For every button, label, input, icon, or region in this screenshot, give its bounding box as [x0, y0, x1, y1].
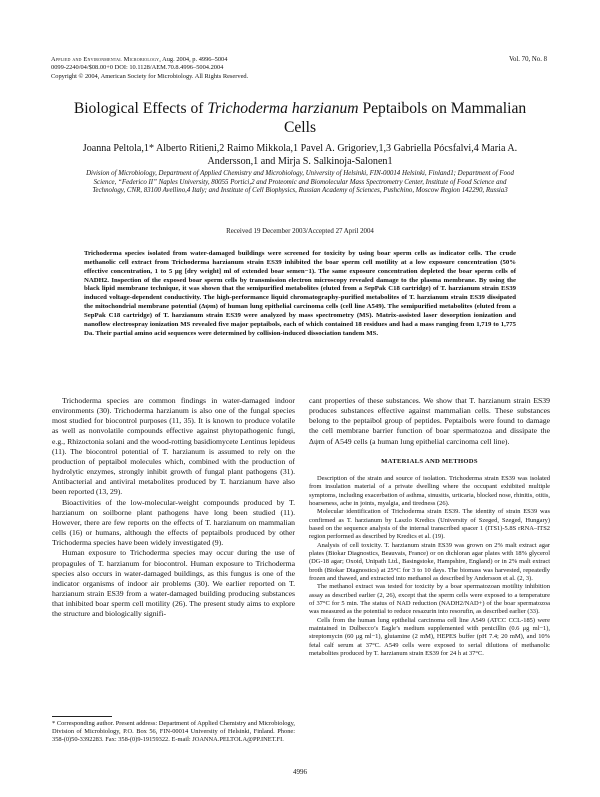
affiliations: Division of Microbiology, Department of Applied Chemistry and Microbiology, University of Helsinki, FIN-00014 Helsinki, Finland1; Department of Food Science, “Federico II” Naples University, 80055 Portici,2 and Proteomic and Biomolecular Mass Spectrometry Center, Institute of Food Science and Technology, CNR, 83100 Avellino,4 Italy; and Institute of Cell Biophysics, Russian Academy of Sciences, Pushchino, Moscow Region 142290, Russia3	[86, 170, 514, 195]
paragraph: The methanol extract was tested for toxicity by a boar spermatozoan motility inhibition assay as described earlier (2, 26), except that the sperm cells were exposed to a temperature of 37°C for 5 min. The status of NAD reduction (NADH2/NAD+) of the boar spermatozoa was measured as the potential to reduce resazurin into resorufin, as described earlier (33).	[309, 583, 550, 616]
section-heading: MATERIALS AND METHODS	[381, 457, 478, 465]
article-title: Biological Effects of Trichoderma harzianum Peptaibols on Mammalian Cells	[73, 100, 527, 136]
methods-text	[309, 475, 550, 659]
journal-name: Applied and Environmental Microbiology	[51, 56, 160, 63]
paragraph: Molecular identification of Trichoderma strain ES39. The identity of strain ES39 was confirmed as T. harzianum by Laszlo Kredics (University of Szeged, Szeged, Hungary) based on the sequence analysis of the internal transcribed spacer 1 (ITS1)-5.8S rRNA–ITS2 region performed as described by Kredics et al. (19).	[309, 508, 550, 541]
left-column	[52, 396, 295, 619]
right-column	[309, 396, 550, 659]
paragraph: Trichoderma species are common findings in water-damaged indoor environments (30). Trichoderma harzianum is also one of the fungal species most studied for biocontrol purposes (11, 35). It is known to produce volatile as well as nonvolatile compounds effective against phytopathogenic fungi, e.g., Rhizoctonia solani and the wood-rotting basidiomycete Lentinus lepideus (11). The biocontrol potential of T. harzianum is assumed to rely on the production of peptaibol molecules which, combined with the production of hydrolytic enzymes, strongly inhibit growth of fungal plant pathogens (31). Antibacterial and antiviral metabolites produced by T. harzianum have also been reported (13, 29).	[52, 396, 295, 497]
author-list: Joanna Peltola,1* Alberto Ritieni,2 Raimo Mikkola,1 Pavel A. Grigoriev,1,3 Gabriella Pócsfalvi,4 Maria A. Andersson,1 and Mirja S. Salkinoja-Salonen1	[82, 143, 518, 167]
corresponding-author-footnote: * Corresponding author. Present address: Department of Applied Chemistry and Microbiology, Division of Microbiology, P.O. Box 56, FIN-00014 University of Helsinki, Finland. Phone: 358-(0)50-3392283. Fax: 358-(0)9-19159322. E-mail: JOANNA.PELTOLA@PP.INET.FI.	[52, 720, 295, 744]
received-dates: Received 19 December 2003/Accepted 27 April 2004	[226, 228, 374, 235]
issn-doi: 0099-2240/04/$08.00+0 DOI: 10.1128/AEM.70.8.4996–5004.2004	[51, 64, 224, 72]
paragraph: cant properties of these substances. We show that T. harzianum strain ES39 produces substances effective against mammalian cells. These substances belong to the peptaibol group of peptides. Peptaibols were found to damage the cell membrane barrier function of boar spermatozoa and dissipate the Δψm of A549 cells (a human lung epithelial carcinoma cell line).	[309, 396, 550, 446]
page-number: 4996	[293, 768, 307, 776]
paragraph: Human exposure to Trichoderma species may occur during the use of propagules of T. harzianum for biocontrol. Human exposure to Trichoderma species also occurs in water-damaged buildings, as this fungus is one of the indicator organisms of indoor air problems (30). We earlier reported on T. harzianum strain ES39 from a water-damaged building producing substances that inhibited boar sperm cell motility (26). The present study aims to explore the structure and biologically signifi-	[52, 548, 295, 619]
volume-info: Vol. 70, No. 8	[508, 56, 547, 63]
paragraph: Bioactivities of the low-molecular-weight compounds produced by T. harzianum on soilborne plant pathogens have long been studied (11). However, there are few reports on the effects of T. harzianum on mammalian cells (16) or humans, although the effects of peptaibols produced by other Trichoderma species have been widely investigated (9).	[52, 497, 295, 548]
footnote-divider	[52, 716, 112, 717]
citation: , Aug. 2004, p. 4996–5004	[159, 56, 228, 63]
paragraph: Description of the strain and source of isolation. Trichoderma strain ES39 was isolated from insulation material of a private dwelling where the occupant exhibited multiple symptoms, including exacerbation of asthma, sinusitis, urticaria, blocked nose, rhinitis, otitis, hoarseness, ache in joints, myalgia, and tiredness (26).	[309, 474, 550, 507]
abstract: Trichoderma species isolated from water-damaged buildings were screened for toxicity by using boar sperm cells as indicator cells. The crude methanolic cell extract from Trichoderma harzianum strain ES39 inhibited the boar sperm cell motility at a low exposure concentration (50% effective concentration, 1 to 5 μg [dry weight] ml of extended boar semen−1). The same exposure concentration depleted the boar sperm cells of NADH2. Inspection of the exposed boar sperm cells by transmission electron microscopy revealed damage to the plasma membrane. By using the black lipid membrane technique, it was shown that the semipurified metabolites (eluted from a SepPak C18 cartridge) of T. harzianum strain ES39 induced voltage-dependent conductivity. The high-performance liquid chromatography-purified metabolites of T. harzianum strain ES39 dissipated the mitochondrial membrane potential (Δψm) of human lung epithelial carcinoma cells (cell line A549). The semipurified metabolites (eluted from a SepPak C18 cartridge) of T. harzianum strain ES39 were analyzed by mass spectrometry (MS). Matrix-assisted laser desorption ionization and nanoflow electrospray ionization MS revealed five major peptaibols, each of which contained 18 residues and had a mass ranging from 1,719 to 1,775 Da. Their partial amino acid sequences were determined by collision-induced dissociation tandem MS.	[84, 250, 516, 337]
running-header	[51, 56, 371, 81]
paragraph: Cells from the human lung epithelial carcinoma cell line A549 (ATCC CCL-185) were maintained in Dulbecco’s Eagle’s medium supplemented with penicillin (0.6 μg ml−1), streptomycin (60 μg ml−1), glutamine (2 mM), HEPES buffer (pH 7.4; 20 mM), and 10% fetal calf serum at 37°C. A549 cells were exposed to serial dilutions of methanolic metabolites produced by T. harzianum strain ES39 for 24 h at 37°C.	[309, 616, 550, 658]
paragraph: Analysis of cell toxicity. T. harzianum strain ES39 was grown on 2% malt extract agar plates (Biokar Diagnostics, Beauvais, France) or on dichloran agar plates with 18% glycerol (DG-18 agar; Oxoid, Unipath Ltd., Basingstoke, Hampshire, England) or in 2% malt extract broth (Biokar Diagnostics) at 25°C for 3 to 10 days. The biomass was harvested, repeatedly frozen and thawed, and extracted into methanol as described by Andersson et al. (2, 3).	[309, 541, 550, 583]
copyright: Copyright © 2004, American Society for Microbiology. All Rights Reserved.	[51, 72, 249, 80]
